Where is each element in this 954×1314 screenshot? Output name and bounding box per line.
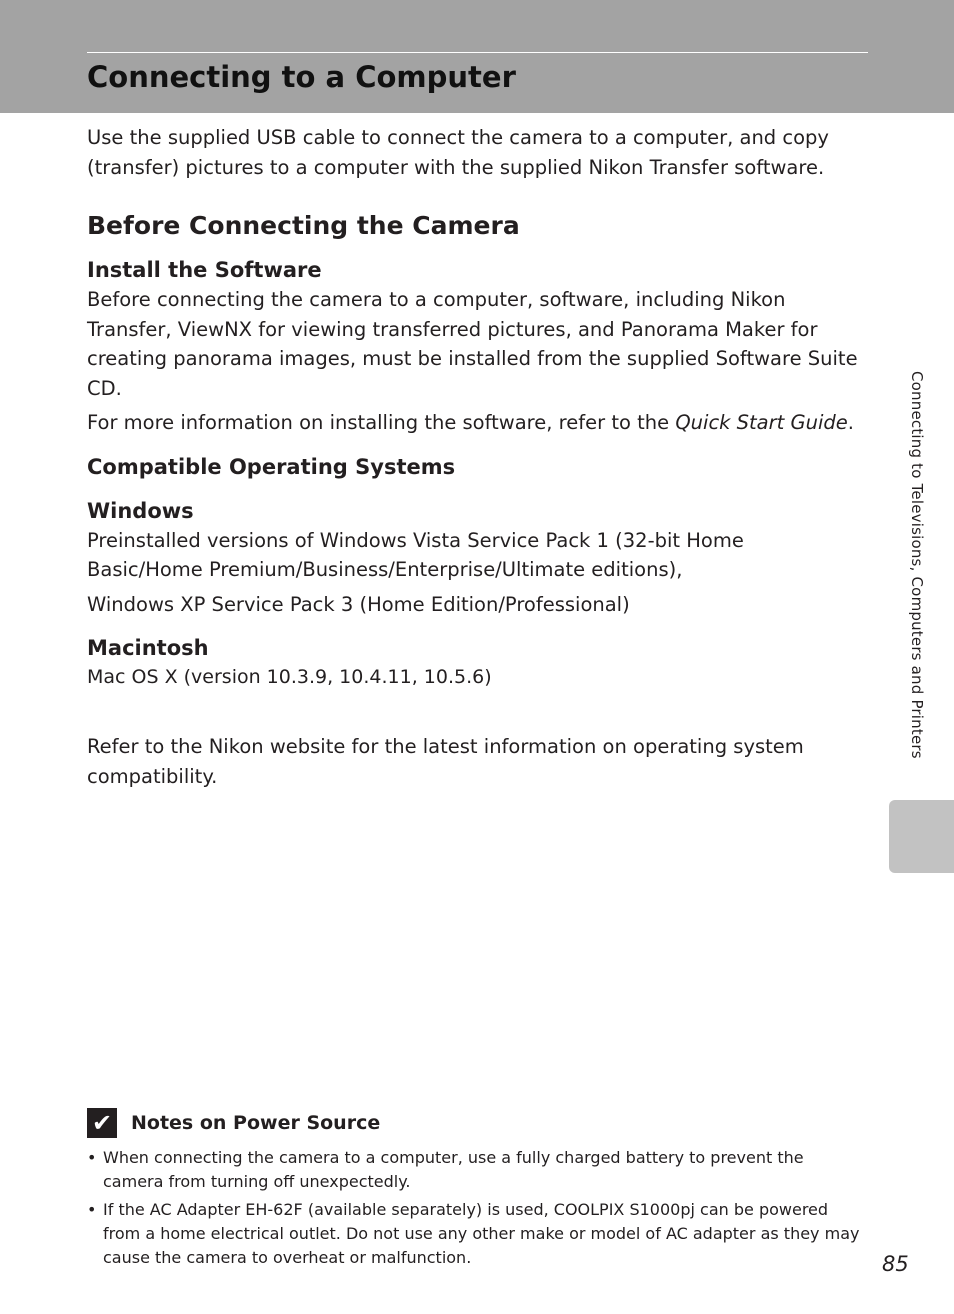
header-rule xyxy=(87,52,868,53)
macintosh-title: Macintosh xyxy=(87,636,209,660)
quick-start-guide-ref: Quick Start Guide xyxy=(675,411,848,434)
notes-list xyxy=(87,1146,862,1270)
notes-box xyxy=(87,1108,862,1274)
macintosh-line-1: Mac OS X (version 10.3.9, 10.4.11, 10.5.6) xyxy=(87,666,492,688)
main-content xyxy=(87,123,862,791)
list-item: • When connecting the camera to a computer, use a fully charged battery to prevent the camera from turning off unexpectedly. xyxy=(87,1146,862,1194)
install-more-prefix: For more information on installing the software, refer to the xyxy=(87,411,676,434)
check-icon: ✔ xyxy=(87,1108,117,1138)
install-paragraph: Before connecting the camera to a computer, software, including Nikon Transfer, ViewNX for viewing transferred pictures, and Panorama Maker for creating panorama images, must be installed from the supplied Software Suite CD. xyxy=(87,288,858,400)
notes-title: Notes on Power Source xyxy=(131,1112,381,1134)
intro-paragraph: Use the supplied USB cable to connect the camera to a computer, and copy (transfer) pictures to a computer with the supplied Nikon Transfer software. xyxy=(87,126,829,179)
windows-line-1: Preinstalled versions of Windows Vista Service Pack 1 (32-bit Home Basic/Home Premium/Business/Enterprise/Ultimate editions), xyxy=(87,528,744,581)
page-number: 85 xyxy=(882,1252,909,1276)
page-title: Connecting to a Computer xyxy=(87,60,516,94)
notes-header xyxy=(87,1108,862,1138)
side-tab xyxy=(889,800,954,873)
section-title: Before Connecting the Camera xyxy=(87,211,520,240)
compat-title: Compatible Operating Systems xyxy=(87,454,456,479)
windows-title: Windows xyxy=(87,498,194,523)
header-band xyxy=(0,0,954,113)
install-title: Install the Software xyxy=(87,258,322,282)
windows-line-2: Windows XP Service Pack 3 (Home Edition/Professional) xyxy=(87,592,630,616)
refer-paragraph: Refer to the Nikon website for the latest information on operating system compatibility. xyxy=(87,735,804,788)
list-item: • If the AC Adapter EH-62F (available separately) is used, COOLPIX S1000pj can be powered from a home electrical outlet. Do not use any other make or model of AC adapter as they may cause the camera to overheat or malfunction. xyxy=(87,1198,862,1270)
side-tab-label: Connecting to Televisions, Computers and Printers xyxy=(908,371,926,759)
install-more-suffix: . xyxy=(847,411,854,434)
install-more-paragraph xyxy=(87,408,862,438)
